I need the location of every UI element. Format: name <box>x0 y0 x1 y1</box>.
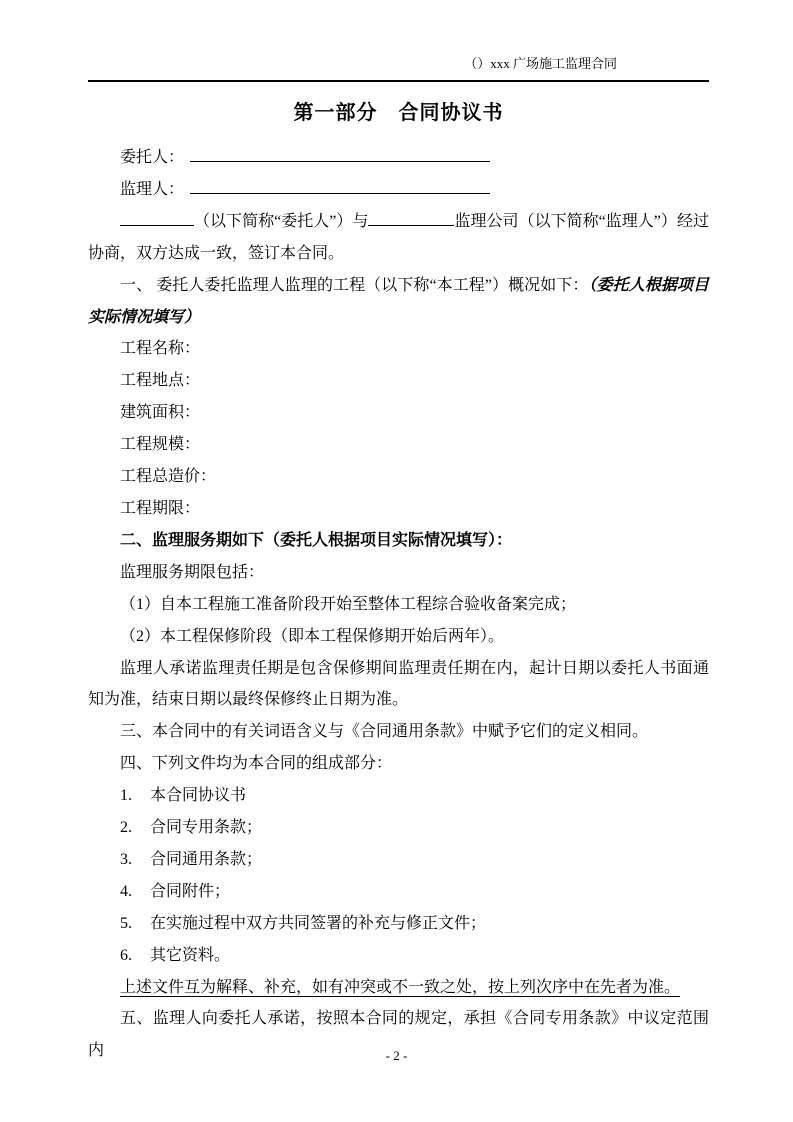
parties-intro-paragraph <box>88 206 709 270</box>
building-area-field: 建筑面积： <box>120 404 201 422</box>
item-text: 合同通用条款； <box>150 850 263 868</box>
section-1-paragraph <box>88 270 709 334</box>
project-duration-field: 工程期限： <box>120 499 201 517</box>
intro-text-tail: 经过协商，双方达成一致，签订本合同。 <box>88 212 709 262</box>
section-2-heading: 二、监理服务期如下（委托人根据项目实际情况填写）： <box>120 531 513 549</box>
supervision-promise-paragraph: 监理人承诺监理责任期是包含保修期间监理责任期在内，起计日期以委托人书面通知为准，结束日期以最终保修终止日期为准。 <box>88 659 709 709</box>
item-text: 合同专用条款； <box>150 819 263 837</box>
item-number: 4. <box>120 882 132 900</box>
item-number: 3. <box>120 850 132 868</box>
item-number: 1. <box>120 787 132 805</box>
item-text: 其它资料。 <box>150 946 231 964</box>
contract-document-item-4 <box>88 876 709 908</box>
section-4-heading: 四、下列文件均为本合同的组成部分： <box>120 755 393 773</box>
supervisor-label: 监理人： <box>120 180 185 198</box>
project-location-field: 工程地点： <box>120 372 201 390</box>
item-text: 合同附件； <box>150 882 231 900</box>
contract-document-item-3 <box>88 844 709 876</box>
client-shortname-blank[interactable] <box>120 208 194 226</box>
supervisor-field-row <box>88 174 709 206</box>
section-3-paragraph: 三、本合同中的有关词语含义与《合同通用条款》中赋予它们的定义相同。 <box>120 723 649 741</box>
header-title: （）xxx 广场施工监理合同 <box>464 56 617 71</box>
intro-text-2: 监理公司（以下简称“监理人”） <box>454 212 677 230</box>
section-1-text: 一、 委托人委托监理人监理的工程（以下称“本工程”）概况如下： <box>120 276 589 294</box>
item-text: 本合同协议书 <box>150 787 247 805</box>
document-precedence-note: 上述文件互为解释、补充，如有冲突或不一致之处，按上列次序中在先者为准。 <box>120 978 681 996</box>
contract-document-item-5 <box>88 908 709 940</box>
item-number: 6. <box>120 946 132 964</box>
service-period-item-1: （1）自本工程施工准备阶段开始至整体工程综合验收备案完成； <box>120 595 577 613</box>
page-header <box>88 56 709 82</box>
intro-text-1: （以下简称“委托人”）与 <box>194 212 369 230</box>
document-title: 第一部分 合同协议书 <box>293 102 504 124</box>
service-period-intro: 监理服务期限包括： <box>120 563 265 581</box>
supervisor-name-blank-line[interactable] <box>190 176 490 194</box>
page-number: - 2 - <box>385 1048 408 1063</box>
client-name-blank-line[interactable] <box>190 144 490 162</box>
contract-document-item-6 <box>88 940 709 972</box>
contract-document-item-2 <box>88 812 709 844</box>
page-footer <box>0 1048 793 1064</box>
project-scale-field: 工程规模： <box>120 436 201 454</box>
section-5-paragraph: 五、监理人向委托人承诺，按照本合同的规定，承担《合同专用条款》中议定范围内 <box>88 1010 709 1060</box>
client-label: 委托人： <box>120 149 185 166</box>
project-cost-field: 工程总造价： <box>120 468 217 486</box>
item-text: 在实施过程中双方共同签署的补充与修正文件； <box>150 914 487 932</box>
contract-document-item-1 <box>88 780 709 812</box>
client-field-row <box>88 142 709 174</box>
item-number: 5. <box>120 914 132 932</box>
service-period-item-2: （2）本工程保修阶段（即本工程保修期开始后两年）。 <box>120 627 505 645</box>
document-precedence-note-row <box>88 972 709 1004</box>
supervisor-company-blank[interactable] <box>368 208 454 226</box>
item-number: 2. <box>120 819 132 837</box>
section-1-fill-note: （委托人根据项目实际情况填写） <box>88 276 709 326</box>
project-name-field: 工程名称： <box>120 340 201 358</box>
